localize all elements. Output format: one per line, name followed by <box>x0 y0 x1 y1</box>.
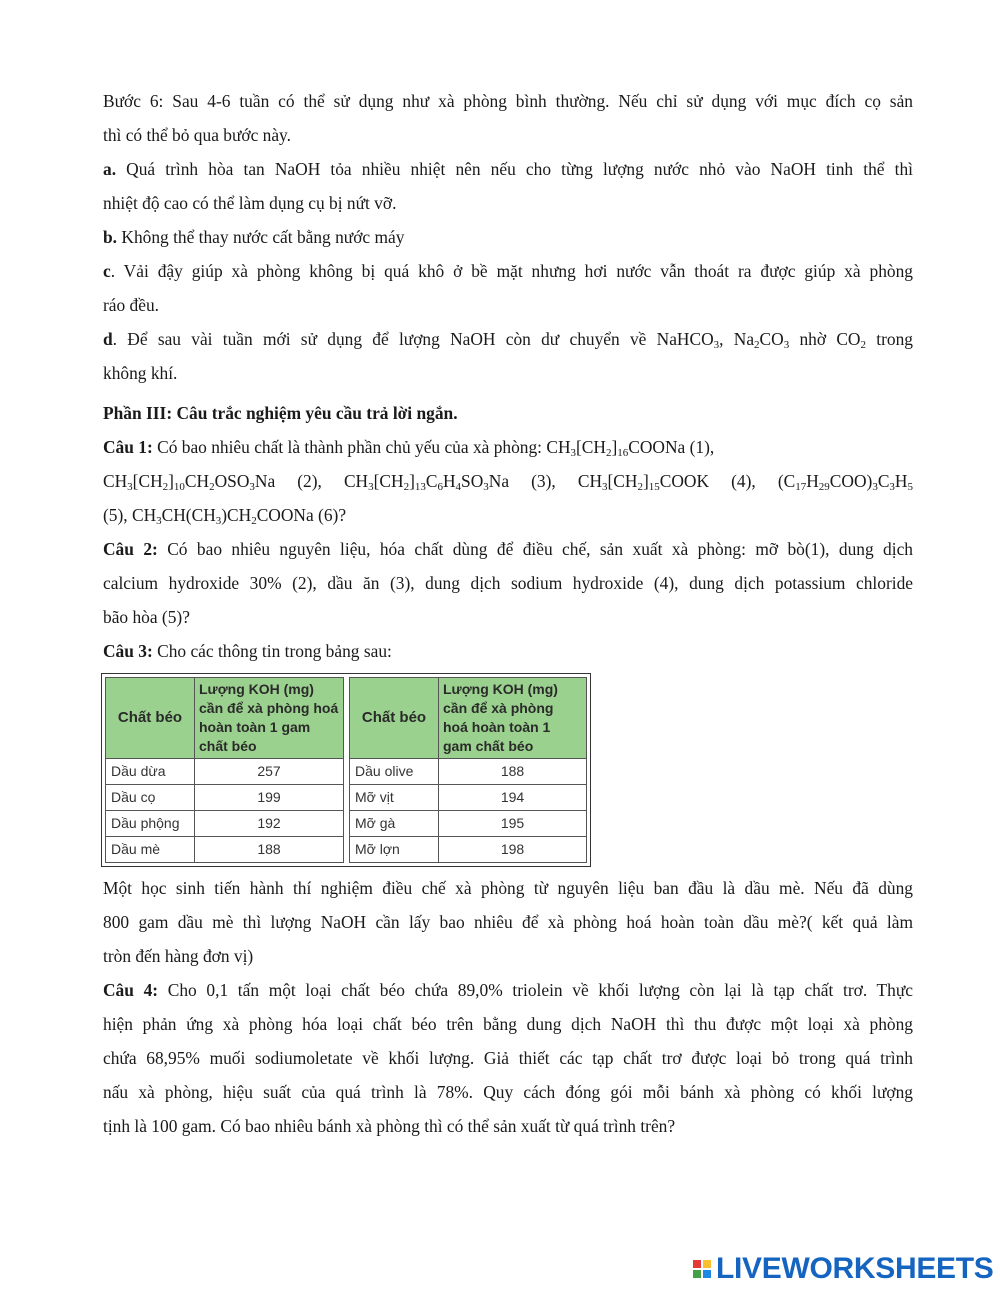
buoc6-label: Bước 6: <box>103 91 164 111</box>
question-2-line3: bão hòa (5)? <box>103 607 190 627</box>
worksheet-content <box>103 84 913 1143</box>
table-right-col1: Chất béo <box>350 678 439 759</box>
buoc6-line1: Bước 6: Sau 4-6 tuần có thể sử dụng như xà phòng bình thường. Nếu chỉ sử dụng với mục đích cọ sản <box>103 91 913 111</box>
table-left-col1: Chất béo <box>106 678 195 759</box>
logo-grid-icon <box>693 1260 711 1278</box>
table-row: Dầu dừa 257 <box>106 759 344 785</box>
answer-a-label: a. <box>103 159 117 179</box>
answer-d-label: d <box>103 329 113 349</box>
question-1-line3: (5), $CH_3CH(CH_3)CH_2COONa$ (6)? <box>103 505 347 527</box>
answer-d-line1: d. Để sau vài tuần mới sử dụng để lượng NaOH còn dư chuyển về NaHCO$_3$, $Na_2CO_3$ nhờ $CO_2$ trong <box>103 329 913 351</box>
table-row: Mỡ vịt 194 <box>350 785 587 811</box>
answer-c-label: c <box>103 261 111 281</box>
question-1-line1: Câu 1: Có bao nhiêu chất là thành phần chủ yếu của xà phòng: $CH_3[CH_2]_{16}COONa$ (1), <box>103 437 715 459</box>
table-left-col2: Lượng KOH (mg) cần để xà phòng hoá hoàn toàn 1 gam chất béo <box>195 678 344 759</box>
question-3-after3: tròn đến hàng đơn vị) <box>103 946 254 966</box>
logo-square <box>703 1260 711 1268</box>
question-1-line2: $CH_3[CH_2]_{10}CH_2OSO_3Na$ (2), $CH_3[CH_2]_{13}C_6H_4SO_3Na$ (3), $CH_3[CH_2]_{15}COOK$ (4), $(C_{17}H_{29}COO)_3C_3H_5$ <box>103 471 913 493</box>
answer-a-line2: nhiệt độ cao có thể làm dụng cụ bị nứt vỡ. <box>103 193 397 213</box>
answer-c-line2: ráo đều. <box>103 295 160 315</box>
logo-square <box>703 1270 711 1278</box>
table-left <box>105 677 344 863</box>
question-4-line1: Câu 4: Cho 0,1 tấn một loại chất béo chứa 89,0% triolein về khối lượng còn lại là tạp chất trơ. Thực <box>103 980 913 1000</box>
table-row: Dầu phộng 192 <box>106 811 344 837</box>
question-2-line2: calcium hydroxide 30% (2), dầu ăn (3), dung dịch sodium hydroxide (4), dung dịch potassium chloride <box>103 573 913 593</box>
table-row: Dầu olive 188 <box>350 759 587 785</box>
answer-b: b. Không thể thay nước cất bằng nước máy <box>103 227 405 247</box>
table-row: Mỡ gà 195 <box>350 811 587 837</box>
answer-d-line2: không khí. <box>103 363 178 383</box>
table-row: Dầu mè 188 <box>106 837 344 863</box>
logo-text: LIVEWORKSHEETS <box>716 1252 994 1285</box>
question-4-line4: nấu xà phòng, hiệu suất của quá trình là 78%. Quy cách đóng gói mỗi bánh xà phòng có khối lượng <box>103 1082 913 1102</box>
table-right-frame <box>346 673 591 867</box>
question-3-label: Câu 3: <box>103 641 153 661</box>
liveworksheets-logo <box>693 1254 994 1284</box>
logo-square <box>693 1270 701 1278</box>
question-3-after2: 800 gam dầu mè thì lượng NaOH cần lấy bao nhiêu để xà phòng hoá hoàn toàn dầu mè?( kết quả làm <box>103 912 913 932</box>
question-4-line3: chứa 68,95% muối sodiumoletate về khối lượng. Giả thiết các tạp chất trơ được loại bỏ trong quá trình <box>103 1048 913 1068</box>
question-1-label: Câu 1: <box>103 437 153 457</box>
question-4-line2: hiện phản ứng xà phòng hóa loại chất béo trên bằng dung dịch NaOH thì thu được một loại xà phòng <box>103 1014 913 1034</box>
table-right <box>349 677 587 863</box>
answer-b-label: b. <box>103 227 118 247</box>
buoc6-line2: thì có thể bỏ qua bước này. <box>103 125 291 145</box>
question-2-line1: Câu 2: Có bao nhiêu nguyên liệu, hóa chất dùng để điều chế, sản xuất xà phòng: mỡ bò(1), dung dịch <box>103 539 913 559</box>
table-left-frame <box>101 673 348 867</box>
saponification-tables <box>103 673 913 865</box>
question-4-label: Câu 4: <box>103 980 159 1000</box>
table-right-header <box>350 678 587 759</box>
section-heading: Phần III: Câu trắc nghiệm yêu cầu trả lời ngắn. <box>103 403 458 423</box>
answer-c-line1: c. Vải đậy giúp xà phòng không bị quá khô ở bề mặt nhưng hơi nước vẫn thoát ra được giúp xà phòng <box>103 261 913 281</box>
question-2-label: Câu 2: <box>103 539 158 559</box>
table-row: Mỡ lợn 198 <box>350 837 587 863</box>
table-left-header <box>106 678 344 759</box>
question-4-line5: tịnh là 100 gam. Có bao nhiêu bánh xà phòng thì có thể sản xuất từ quá trình trên? <box>103 1116 676 1136</box>
question-3-after1: Một học sinh tiến hành thí nghiệm điều chế xà phòng từ nguyên liệu ban đầu là dầu mè. Nếu đã dùng <box>103 878 913 898</box>
question-3-line1: Câu 3: Cho các thông tin trong bảng sau: <box>103 641 392 661</box>
answer-a-line1: a. Quá trình hòa tan NaOH tỏa nhiều nhiệt nên nếu cho từng lượng nước nhỏ vào NaOH tinh thể thì <box>103 159 913 179</box>
logo-square <box>693 1260 701 1268</box>
table-right-col2: Lượng KOH (mg) cần để xà phòng hoá hoàn toàn 1 gam chất béo <box>439 678 587 759</box>
table-row: Dầu cọ 199 <box>106 785 344 811</box>
